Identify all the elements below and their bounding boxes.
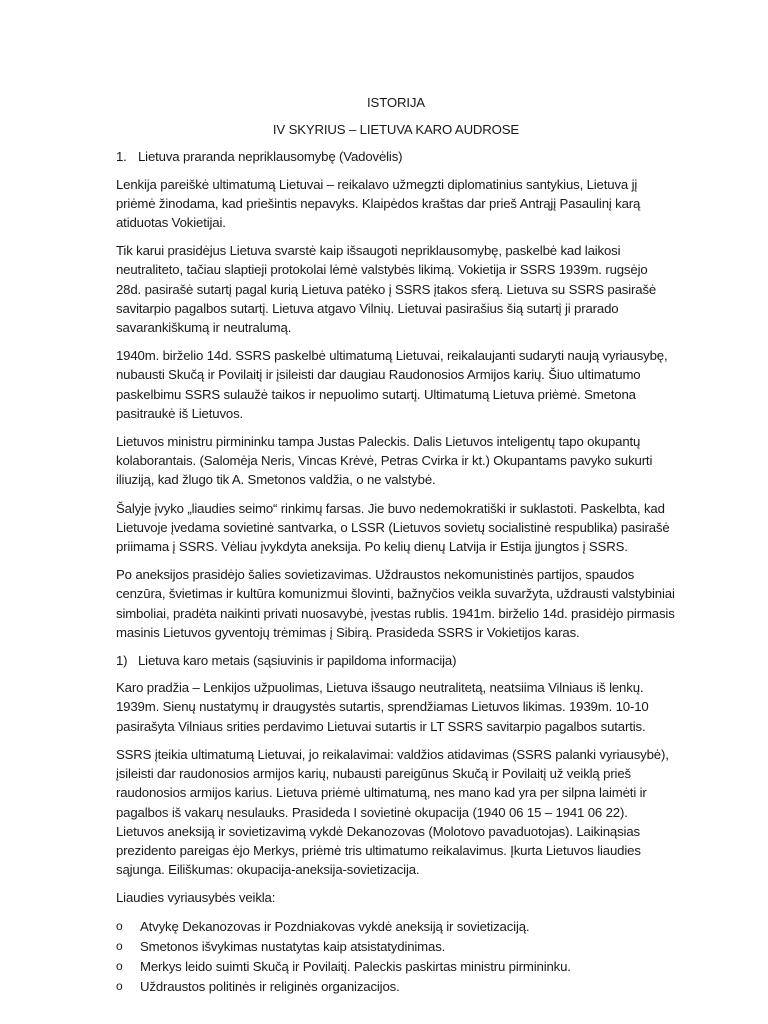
paragraph: Po aneksijos prasidėjo šalies sovietizavimas. Uždraustos nekomunistinės partijos, spaudos cenzūra, švietimas ir kultūra komunizmui šlovinti, bažnyčios veikla suvaržyta, uždrausti valstybiniai simboliai, pradėta naikinti privati nuosavybė, įvestas rublis. 1941m. birželio 14d. prasidėjo pirmasis masinis Lietuvos gyventojų trėmimas į Sibirą. Prasideda SSRS ir Vokietijos karas. [116, 567, 675, 640]
paragraph: Lietuvos ministru pirmininku tampa Justas Paleckis. Dalis Lietuvos inteligentų tapo okupantų kolaborantais. (Salomėja Neris, Vincas Krėvė, Petras Cvirka ir kt.) Okupantams pavyko sukurti iliuziją, kad žlugo tik A. Smetonos valdžia, o ne valstybė. [116, 434, 653, 488]
list-item-text: Atvykę Dekanozovas ir Pozdniakovas vykdė aneksiją ir sovietizaciją. [140, 918, 530, 934]
list-intro: Liaudies vyriausybės veikla: [116, 890, 276, 906]
section-label: Lietuva karo metais (sąsiuvinis ir papildoma informacija) [138, 653, 457, 669]
bullet-marker: o [116, 979, 123, 994]
list-item-text: Smetonos išvykimas nustatytas kaip atsistatydinimas. [140, 938, 446, 954]
bullet-marker: o [116, 918, 123, 933]
list-item-text: Uždraustos politinės ir religinės organizacijos. [140, 979, 400, 995]
document-body [116, 93, 676, 997]
paragraph: 1940m. birželio 14d. SSRS paskelbė ultimatumą Lietuvai, reikalaujanti sudaryti naują vyriausybę, nubausti Skučą ir Povilaitį ir įsileisti dar daugiau Raudonosios Armijos karių. Šiuo ultimatumo paskelbimu SSRS sulaužė taikos ir nepuolimo sutartį. Ultimatumą Lietuva priėmė. Smetona pasitraukė iš Lietuvos. [116, 348, 668, 421]
bullet-marker: o [116, 938, 123, 953]
paragraph: Šalyje įvyko „liaudies seimo“ rinkimų farsas. Jie buvo nedemokratiški ir suklastoti. Paskelbta, kad Lietuvoje įvedama sovietinė santvarka, o LSSR (Lietuvos sovietų socialistinė respublika) pasirašė priimama į SSRS. Vėliau įvykdyta aneksija. Po kelių dienų Latvija ir Estija įjungtos į SSRS. [116, 500, 670, 555]
paragraph: Karo pradžia – Lenkijos užpuolimas, Lietuva išsaugo neutralitetą, neatsiima Vilniaus iš lenkų. 1939m. Sienų nustatymų ir draugystės sutartis, sprendžiamas Lietuvos likimas. 1939m. 10-10 pasirašyta Vilniaus srities perdavimo Lietuvai sutartis ir LT SSRS savitarpio pagalbos sutartis. [116, 680, 649, 734]
document-title: ISTORIJA [367, 95, 425, 110]
chapter-heading: IV SKYRIUS – LIETUVA KARO AUDROSE [272, 122, 520, 138]
paragraph: SSRS įteikia ultimatumą Lietuvai, jo reikalavimai: valdžios atidavimas (SSRS palanki vyriausybė), įsileisti dar raudonosios armijos karių, nubausti pareigūnus Skučą ir Povilaitį už veiklą prieš raudonosios armijos karius. Lietuva priėmė ultimatumą, nes mano kad yra per silpna laimėti ir pagalbos iš vakarų nesulauks. Prasideda I sovietinė okupacija (1940 06 15 – 1941 06 22). Lietuvos aneksiją ir sovietizavimą vykdė Dekanozovas (Molotovo pavaduotojas). Laikinąsias prezidento pareigas ėjo Merkys, priėmė tris ultimatumo reikalavimus. Įkurta Lietuvos liaudies sąjunga. Eiliškumas: okupacija-aneksija-sovietizacija. [116, 746, 669, 878]
paragraph: Lenkija pareiškė ultimatumą Lietuvai – reikalavo užmegzti diplomatinius santykius, Lietuva jį priėmė žinodama, kad priešintis nepavyks. Klaipėdos kraštas dar prieš Antrąjį Pasaulinį karą atiduotas Vokietijai. [116, 176, 641, 231]
section-heading-2 [116, 651, 676, 670]
bullet-marker: o [116, 958, 123, 973]
list-item [116, 937, 676, 956]
section-number: 1) [116, 653, 128, 669]
list-item-text: Merkys leido suimti Skučą ir Povilaitį. Paleckis paskirtas ministru pirmininku. [140, 958, 571, 974]
section-label: Lietuva praranda nepriklausomybę (Vadovėlis) [138, 149, 403, 165]
paragraph: Tik karui prasidėjus Lietuva svarstė kaip išsaugoti nepriklausomybę, paskelbė kad laikosi neutraliteto, tačiau slaptieji protokolai lėmė valstybės likimą. Vokietija ir SSRS 1939m. rugsėjo 28d. pasirašė sutartį pagal kurią Lietuva patėko į SSRS įtakos sferą. Lietuva su SSRS pasirašė savitarpio pagalbos sutartį. Lietuva atgavo Vilnių. Lietuvai pasirašius šią sutartį ji prarado savarankiškumą ir neutralumą. [116, 243, 657, 336]
list-item [116, 957, 676, 976]
section-number: 1. [116, 149, 127, 165]
section-heading-1 [116, 147, 676, 166]
list-item [116, 977, 676, 996]
list-item [116, 917, 676, 936]
bullet-list [116, 917, 676, 997]
